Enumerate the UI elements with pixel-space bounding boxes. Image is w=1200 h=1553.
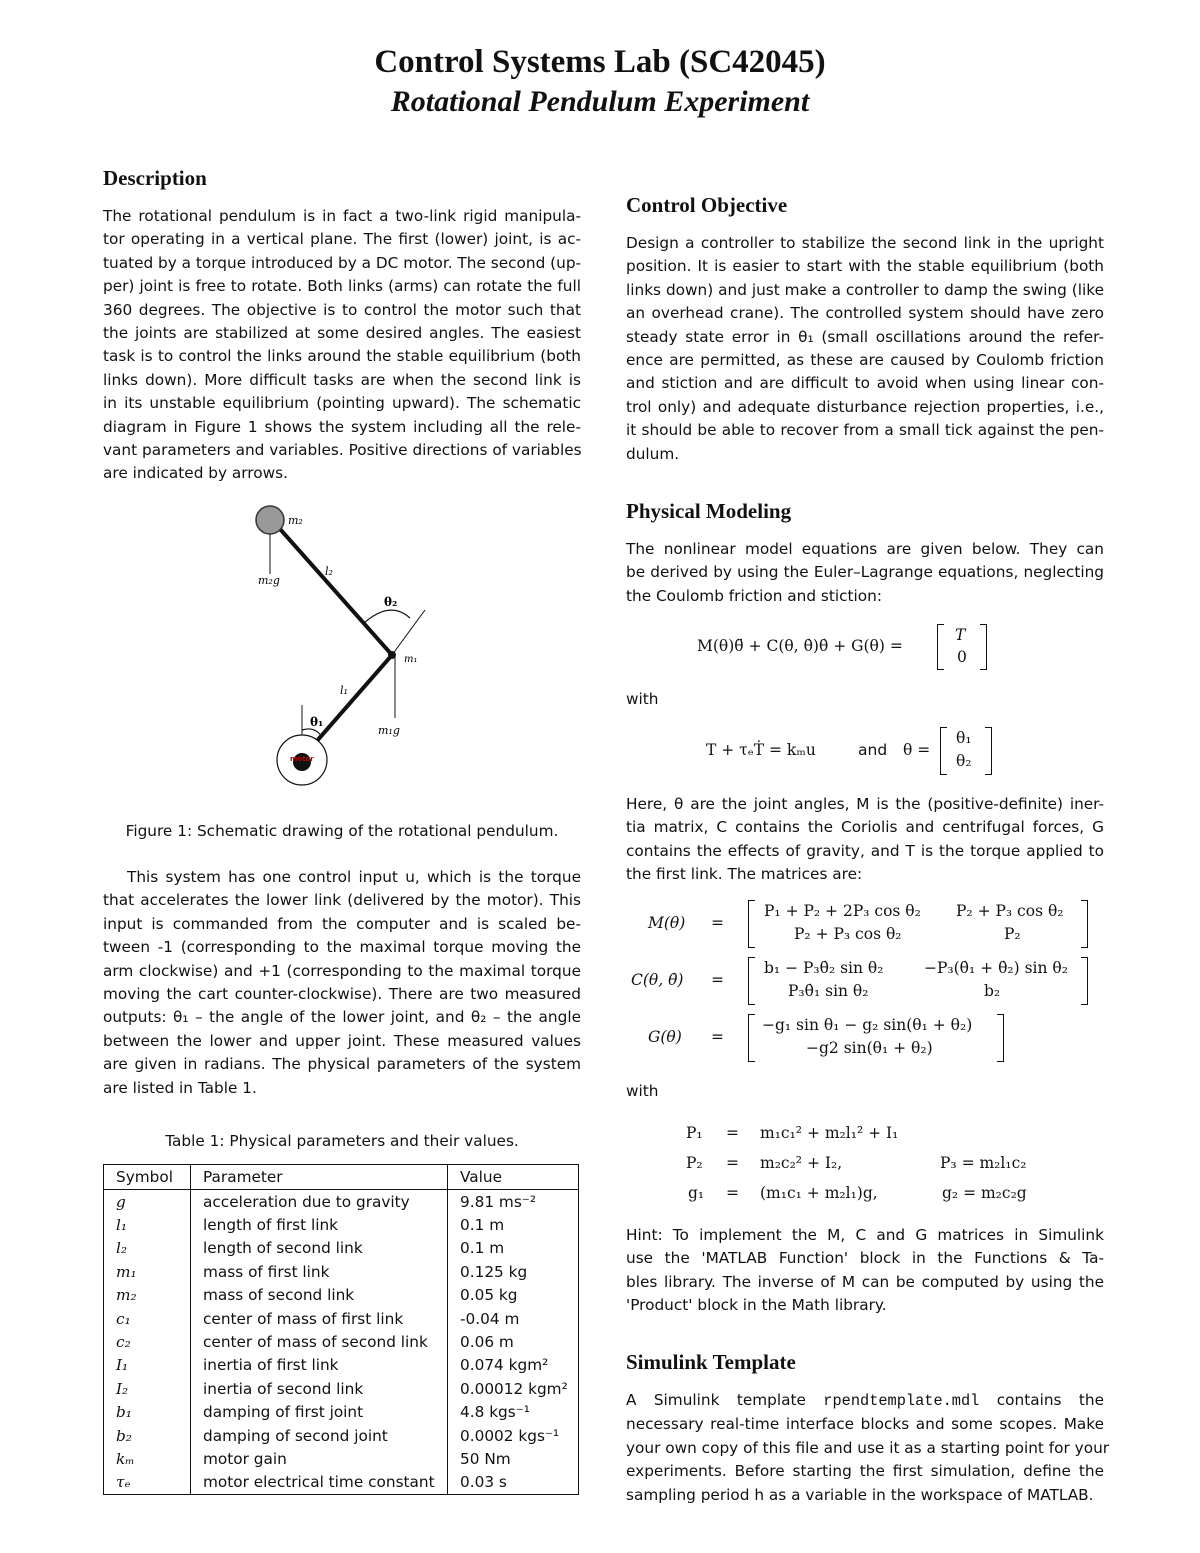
g1-lhs: g₁ [688, 1184, 705, 1202]
simulink-heading: Simulink Template [626, 1350, 796, 1374]
text-line: tia matrix, C contains the Coriolis and centrifugal forces, G [626, 818, 1104, 837]
page-title-block [0, 42, 1200, 122]
eq2-vec-bottom: θ₂ [956, 752, 972, 770]
physical-modeling-here [626, 793, 1104, 887]
table-row [104, 1447, 579, 1470]
text-line: outputs: θ₁ – the angle of the lower joint, and θ₂ – the angle [103, 1008, 581, 1027]
cell-value: 0.06 m [460, 1333, 514, 1352]
cell-symbol: m₂ [104, 1284, 191, 1307]
cell-value: -0.04 m [460, 1309, 520, 1328]
description-paragraph [103, 205, 581, 486]
M-12: P₂ + P₃ cos θ₂ [956, 902, 1064, 920]
text-line: it should be able to recover from a small tick against the pen- [626, 421, 1104, 440]
header-parameter: Parameter [191, 1165, 448, 1190]
cell-symbol: I₁ [104, 1354, 191, 1377]
text-line: 360 degrees. The objective is to control the motor such that [103, 300, 581, 319]
cell-symbol: kₘ [104, 1447, 191, 1470]
table-row [104, 1330, 579, 1353]
text-line: sampling period h as a variable in the workspace of MATLAB. [626, 1485, 1094, 1504]
link2-line [272, 520, 392, 655]
cell-value: 0.03 s [460, 1473, 507, 1492]
text-line: diagram in Figure 1 shows the system including all the rele- [103, 417, 581, 436]
figure-caption: Figure 1: Schematic drawing of the rotational pendulum. [125, 822, 559, 840]
text-line: be derived by using the Euler–Lagrange equations, neglecting [626, 563, 1104, 582]
cell-parameter: center of mass of first link [191, 1307, 448, 1330]
C-22: b₂ [984, 982, 1001, 1000]
G-lhs: G(θ) [648, 1028, 682, 1046]
text-line: vant parameters and variables. Positive directions of variables [103, 441, 582, 460]
text-line: the first link. The matrices are: [626, 865, 863, 884]
cell-value: 4.8 kgs⁻¹ [460, 1403, 530, 1422]
G-1: −g₁ sin θ₁ − g₂ sin(θ₁ + θ₂) [762, 1016, 973, 1034]
text-line: moving the cart counter-clockwise). There are two measured [103, 985, 581, 1004]
cell-symbol: c₁ [104, 1307, 191, 1330]
C-matrix [748, 957, 1088, 1005]
eq1-vec-top: T [955, 626, 966, 644]
text-line: The nonlinear model equations are given below. They can [626, 540, 1104, 558]
text-line: an overhead crane). The controlled system should have zero [626, 304, 1104, 323]
M-lhs: M(θ) [648, 914, 686, 932]
text-line: This system has one control input u, which is the torque [127, 868, 581, 886]
C-11: b₁ − P₃θ̇₂ sin θ₂ [764, 959, 884, 977]
text-line: links down) and just make a controller to damp the swing (like [626, 280, 1104, 299]
header-value: Value [448, 1165, 579, 1190]
M-matrix [748, 900, 1088, 948]
cell-parameter: center of mass of second link [191, 1330, 448, 1353]
cell-symbol: m₁ [104, 1260, 191, 1283]
control-objective-heading: Control Objective [626, 193, 788, 217]
label-m1: m₁ [404, 654, 418, 665]
label-theta2: θ₂ [384, 595, 398, 609]
simulink-line1-b: contains the [996, 1391, 1104, 1409]
text-line: use the 'MATLAB Function' block in the Functions & Ta- [626, 1249, 1104, 1268]
text-line: tor operating in a vertical plane. The first (lower) joint, is ac- [103, 230, 581, 249]
cell-parameter: damping of first joint [191, 1401, 448, 1424]
text-line: necessary real-time interface blocks and some scopes. Make [626, 1415, 1104, 1434]
text-line: between the lower and upper joint. These measured values [103, 1031, 581, 1050]
text-line: steady state error in θ₁ (small oscillations around the refer- [626, 327, 1104, 346]
g1-rhs: (m₁c₁ + m₂l₁)g, [760, 1184, 878, 1202]
text-line: are indicated by arrows. [103, 464, 288, 483]
P1-eq: = [726, 1124, 739, 1142]
cell-parameter: length of first link [191, 1213, 448, 1236]
cell-value: 9.81 ms⁻² [460, 1192, 536, 1211]
table-row [104, 1284, 579, 1307]
cell-value: 0.0002 kgs⁻¹ [460, 1426, 560, 1445]
G-2: −g2 sin(θ₁ + θ₂) [806, 1039, 933, 1057]
text-line: are listed in Table 1. [103, 1078, 257, 1097]
cell-value: 0.00012 kgm² [460, 1379, 568, 1398]
with-label-1: with [626, 690, 659, 708]
table-row [104, 1471, 579, 1495]
C-eq: = [711, 971, 724, 989]
label-l1: l₁ [340, 684, 348, 697]
text-line: your own copy of this file and use it as a starting point for your [626, 1438, 1110, 1457]
text-line: experiments. Before starting the first simulation, define the [626, 1462, 1104, 1481]
template-filename: rpendtemplate.mdl [823, 1392, 980, 1410]
cell-value: 0.125 kg [460, 1262, 528, 1281]
cell-symbol: τₑ [104, 1471, 191, 1495]
text-line: the Coulomb friction and stiction: [626, 586, 883, 605]
g2-def: g₂ = m₂c₂g [942, 1184, 1027, 1202]
equation-2-theta: θ = [903, 741, 931, 759]
M-22: P₂ [1004, 925, 1021, 943]
C-21: P₃θ̇₁ sin θ₂ [788, 982, 869, 1000]
page-subtitle: Rotational Pendulum Experiment [390, 85, 810, 118]
cell-parameter: motor gain [191, 1447, 448, 1470]
equation-1-lhs: M(θ)θ̈ + C(θ, θ̇)θ̇ + G(θ) = [697, 637, 903, 655]
pendulum-figure [240, 500, 450, 820]
cell-symbol: g [104, 1190, 191, 1214]
text-line: contains the effects of gravity, and T is the torque applied to [626, 841, 1104, 860]
equation-2-lhs: T + τₑṪ = kₘu [706, 741, 816, 759]
cell-symbol: b₁ [104, 1401, 191, 1424]
cell-parameter: acceleration due to gravity [191, 1190, 448, 1214]
cell-symbol: l₂ [104, 1237, 191, 1260]
text-line: trol only) and adequate disturbance rejection properties, i.e., [626, 397, 1104, 416]
cell-symbol: I₂ [104, 1377, 191, 1400]
eq2-vec-top: θ₁ [956, 729, 972, 747]
text-line: the joints are stabilized at some desired angles. The easiest [103, 324, 581, 343]
table-header-row [104, 1165, 579, 1190]
header-symbol: Symbol [104, 1165, 191, 1190]
P2-eq: = [726, 1154, 739, 1172]
input-paragraph [103, 866, 581, 1100]
label-motor: motor [290, 755, 314, 763]
text-line: arm clockwise) and +1 (corresponding to the maximal torque [103, 961, 581, 980]
text-line: that accelerates the lower link (delivered by the motor). This [103, 891, 581, 910]
equation-2-vector [940, 727, 992, 775]
text-line: task is to control the links around the stable equilibrium (both [103, 347, 581, 366]
equation-2-and: and [858, 741, 888, 759]
cell-symbol: b₂ [104, 1424, 191, 1447]
G-vector [748, 1014, 1004, 1062]
text-line: Hint: To implement the M, C and G matrices in Simulink [626, 1226, 1104, 1244]
table-caption: Table 1: Physical parameters and their values. [165, 1132, 519, 1150]
cell-parameter: inertia of second link [191, 1377, 448, 1400]
theta2-arc [364, 610, 410, 623]
text-line: are given in radians. The physical parameters of the system [103, 1055, 581, 1074]
P1-rhs: m₁c₁² + m₂l₁² + I₁ [760, 1124, 899, 1142]
cell-symbol: l₁ [104, 1213, 191, 1236]
text-line: tween -1 (corresponding to the maximal torque moving the [103, 938, 581, 957]
label-m1g: m₁g [378, 724, 400, 737]
text-line: links down). More difficult tasks are when the second link is [103, 370, 581, 389]
M-21: P₂ + P₃ cos θ₂ [794, 925, 902, 943]
cell-parameter: motor electrical time constant [191, 1471, 448, 1495]
G-eq: = [711, 1028, 724, 1046]
C-12: −P₃(θ̇₁ + θ̇₂) sin θ₂ [924, 959, 1068, 977]
text-line: The rotational pendulum is in fact a two-link rigid manipula- [103, 207, 581, 225]
cell-value: 0.1 m [460, 1239, 505, 1258]
cell-value: 0.05 kg [460, 1286, 518, 1305]
hint-paragraph [626, 1224, 1104, 1318]
control-objective-paragraph [626, 232, 1104, 466]
simulink-paragraph [626, 1389, 1110, 1507]
text-line: dulum. [626, 444, 680, 463]
cell-parameter: damping of second joint [191, 1424, 448, 1447]
table-row [104, 1354, 579, 1377]
text-line: and stiction and are difficult to avoid when using linear con- [626, 374, 1104, 393]
text-line: tuated by a torque introduced by a DC motor. The second (up- [103, 253, 582, 272]
g1-eq: = [726, 1184, 739, 1202]
text-line: Here, θ are the joint angles, M is the (positive-definite) iner- [626, 795, 1104, 813]
simulink-line1-a: A Simulink template [626, 1391, 806, 1409]
label-theta1: θ₁ [310, 715, 324, 729]
P3-def: P₃ = m₂l₁c₂ [940, 1154, 1027, 1172]
cell-value: 0.074 kgm² [460, 1356, 549, 1375]
text-line: input is commanded from the computer and is scaled be- [103, 914, 581, 933]
table-row [104, 1237, 579, 1260]
text-line: 'Product' block in the Math library. [626, 1296, 887, 1315]
with-label-2: with [626, 1082, 659, 1100]
parameters-table [103, 1164, 579, 1495]
label-m2: m₂ [288, 514, 303, 527]
table-row [104, 1377, 579, 1400]
text-line: bles library. The inverse of M can be computed by using the [626, 1272, 1104, 1291]
table-row [104, 1213, 579, 1236]
table-row [104, 1307, 579, 1330]
physical-modeling-heading: Physical Modeling [626, 499, 792, 523]
eq1-vec-bottom: 0 [957, 648, 967, 666]
table-row [104, 1190, 579, 1214]
cell-parameter: length of second link [191, 1237, 448, 1260]
P2-lhs: P₂ [686, 1154, 703, 1172]
P1-lhs: P₁ [686, 1124, 703, 1142]
cell-parameter: inertia of first link [191, 1354, 448, 1377]
table-row [104, 1401, 579, 1424]
text-line: position. It is easier to start with the stable equilibrium (both [626, 257, 1104, 276]
table-row [104, 1424, 579, 1447]
text-line: ence are permitted, as these are caused by Coulomb friction [626, 351, 1104, 370]
text-line: Design a controller to stabilize the second link in the upright [626, 234, 1104, 252]
mass2-circle [256, 506, 284, 534]
physical-modeling-intro [626, 538, 1104, 608]
text-line: per) joint is free to rotate. Both links (arms) can rotate the full [103, 277, 581, 296]
P2-rhs: m₂c₂² + I₂, [760, 1154, 843, 1172]
text-line: in its unstable equilibrium (pointing upward). The schematic [103, 394, 581, 413]
equation-1-vector [937, 624, 987, 670]
simulink-line-1 [626, 1389, 1104, 1413]
cell-value: 0.1 m [460, 1216, 505, 1235]
cell-value: 50 Nm [460, 1449, 511, 1468]
M-eq: = [711, 914, 724, 932]
page-title: Control Systems Lab (SC42045) [374, 44, 826, 80]
label-m2g: m₂g [258, 574, 280, 587]
cell-parameter: mass of second link [191, 1284, 448, 1307]
C-lhs: C(θ, θ̇) [631, 971, 684, 989]
cell-symbol: c₂ [104, 1330, 191, 1353]
M-11: P₁ + P₂ + 2P₃ cos θ₂ [764, 902, 921, 920]
description-heading: Description [103, 166, 207, 190]
label-l2: l₂ [325, 565, 333, 578]
table-row [104, 1260, 579, 1283]
cell-parameter: mass of first link [191, 1260, 448, 1283]
